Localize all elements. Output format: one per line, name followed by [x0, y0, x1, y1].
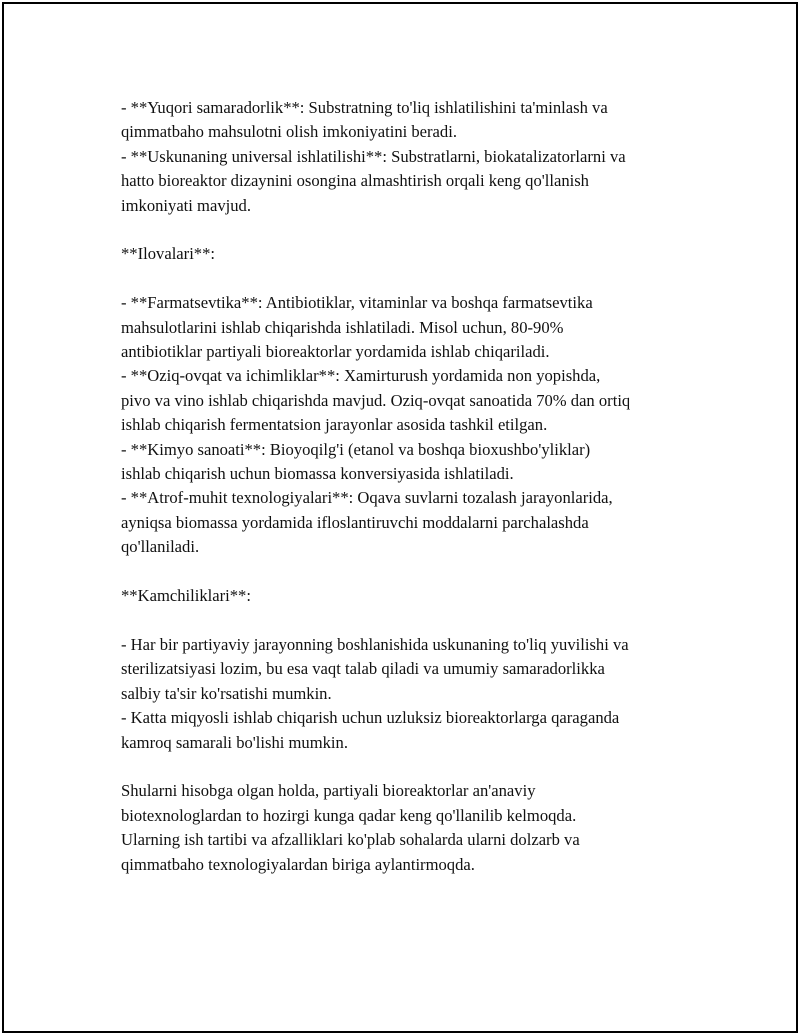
text-line: kamroq samarali bo'lishi mumkin. [121, 732, 348, 752]
section-heading-applications: **Ilovalari**: [121, 244, 216, 264]
text-line: - **Yuqori samaradorlik**: Substratning to'liq ishlatilishini ta'minlash va [121, 98, 608, 117]
applications-list [121, 291, 701, 559]
text-line: ayniqsa biomassa yordamida ifloslantiruvchi moddalarni parchalashda [121, 512, 589, 532]
text-line: - Har bir partiyaviy jarayonning boshlanishida uskunaning to'liq yuvilishi va [121, 634, 629, 654]
text-line: sterilizatsiyasi lozim, bu esa vaqt talab qiladi va umumiy samaradorlikka [121, 659, 605, 679]
text-line: - **Kimyo sanoati**: Bioyoqilg'i (etanol va boshqa bioxushbo'yliklar) [121, 439, 591, 459]
text-line: - **Oziq-ovqat va ichimliklar**: Xamirturush yordamida non yopishda, [121, 366, 601, 386]
text-line: - **Farmatsevtika**: Antibiotiklar, vitaminlar va boshqa farmatsevtika [121, 293, 593, 313]
text-line: - **Uskunaning universal ishlatilishi**: Substratlarni, biokatalizatorlarni va [121, 146, 626, 166]
text-line: imkoniyati mavjud. [121, 195, 251, 215]
text-line: qimmatbaho mahsulotni olish imkoniyatini beradi. [121, 122, 457, 142]
text-line: - **Atrof-muhit texnologiyalari**: Oqava suvlarni tozalash jarayonlarida, [121, 488, 613, 508]
text-line: antibiotiklar partiyali bioreaktorlar yordamida ishlab chiqariladi. [121, 342, 550, 362]
advantages-continued [121, 96, 701, 218]
text-line: ishlab chiqarish fermentatsion jarayonlar asosida tashkil etilgan. [121, 415, 548, 435]
drawbacks-list [121, 633, 701, 755]
section-heading-drawbacks: **Kamchiliklari**: [121, 586, 251, 606]
text-line: Shularni hisobga olgan holda, partiyali bioreaktorlar an'anaviy [121, 781, 536, 801]
page-frame [2, 2, 798, 1033]
text-line: pivo va vino ishlab chiqarishda mavjud. Oziq-ovqat sanoatida 70% dan ortiq [121, 390, 631, 410]
text-line: salbiy ta'sir ko'rsatishi mumkin. [121, 683, 332, 703]
text-line: Ularning ish tartibi va afzalliklari ko'plab sohalarda ularni dolzarb va [121, 830, 580, 850]
paragraph-gap [121, 560, 701, 584]
text-line: hatto bioreaktor dizaynini osongina almashtirish orqali keng qo'llanish [121, 171, 589, 191]
text-line: qo'llaniladi. [121, 537, 200, 557]
document-body [121, 96, 701, 877]
text-line: - Katta miqyosli ishlab chiqarish uchun uzluksiz bioreaktorlarga qaraganda [121, 708, 620, 728]
text-line: mahsulotlarini ishlab chiqarishda ishlatiladi. Misol uchun, 80-90% [121, 317, 564, 337]
paragraph-gap [121, 218, 701, 242]
text-line: biotexnologlardan to hozirgi kunga qadar keng qo'llanilib kelmoqda. [121, 805, 577, 825]
text-line: qimmatbaho texnologiyalardan biriga aylantirmoqda. [121, 854, 475, 874]
paragraph-gap [121, 267, 701, 291]
text-line: ishlab chiqarish uchun biomassa konversiyasida ishlatiladi. [121, 464, 514, 484]
paragraph-gap [121, 755, 701, 779]
conclusion-paragraph [121, 779, 701, 877]
paragraph-gap [121, 608, 701, 632]
